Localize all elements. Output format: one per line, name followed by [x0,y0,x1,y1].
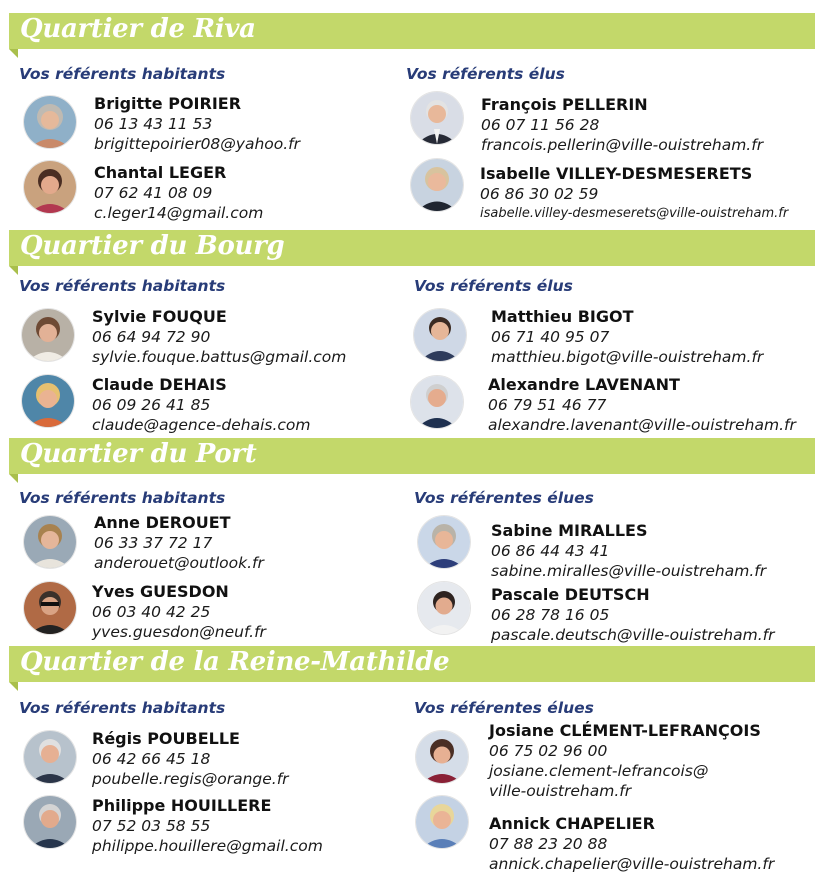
person-name: Yves GUESDON [92,582,229,601]
person-name: Claude DEHAIS [92,375,227,394]
section-banner-bourg [9,230,815,266]
person-email[interactable]: annick.chapelier@ville-ouistreham.fr [489,855,775,873]
avatar [414,309,466,361]
person-card [489,814,774,874]
section-banner-riva [9,13,815,49]
avatar [22,309,74,361]
avatar [24,796,76,848]
avatar [24,731,76,783]
person-phone: 06 71 40 95 07 [491,328,610,346]
person-email-continued[interactable]: ville-ouistreham.fr [489,782,632,800]
section-title: Quartier de la Reine-Mathilde [20,647,450,677]
person-email[interactable]: brigittepoirier08@yahoo.fr [94,135,301,153]
person-card [94,513,264,573]
person-name: Anne DEROUET [94,513,231,532]
person-name: Chantal LEGER [94,163,227,182]
person-phone: 06 03 40 42 25 [92,603,211,621]
avatar [24,582,76,634]
person-email[interactable]: isabelle.villey-desmeserets@ville-ouistreham.fr [480,206,789,221]
person-email[interactable]: sylvie.fouque.battus@gmail.com [92,348,347,366]
section-title: Quartier de Riva [20,14,256,44]
section-banner-reine-mathilde [9,646,815,682]
avatar [411,159,463,211]
person-email[interactable]: matthieu.bigot@ville-ouistreham.fr [491,348,764,366]
habitants-label: Vos référents habitants [19,489,226,507]
person-name: Annick CHAPELIER [489,814,655,833]
person-phone: 06 09 26 41 85 [92,396,211,414]
avatar [411,376,463,428]
person-phone: 06 86 30 02 59 [480,185,599,203]
person-name: François PELLERIN [481,95,648,114]
person-card [489,721,761,801]
person-card [491,521,766,581]
person-email[interactable]: sabine.miralles@ville-ouistreham.fr [491,562,767,580]
person-name: Sylvie FOUQUE [92,307,227,326]
person-phone: 07 52 03 58 55 [92,817,211,835]
person-name: Sabine MIRALLES [491,521,648,540]
section-banner-port [9,438,815,474]
person-email[interactable]: c.leger14@gmail.com [94,204,264,222]
avatar [22,375,74,427]
person-card [92,729,289,789]
habitants-label: Vos référents habitants [19,65,226,83]
person-card [480,164,788,224]
avatar [24,516,76,568]
habitants-label: Vos référents habitants [19,277,226,295]
avatar [24,161,76,213]
person-name: Pascale DEUTSCH [491,585,650,604]
avatar [416,796,468,848]
person-phone: 06 64 94 72 90 [92,328,211,346]
person-phone: 06 33 37 72 17 [94,534,213,552]
habitants-label: Vos référents habitants [19,699,226,717]
person-card [92,582,266,642]
person-card [94,163,263,223]
person-card [94,94,300,154]
avatar [418,582,470,634]
section-title: Quartier du Port [20,439,257,469]
avatar [416,731,468,783]
person-card [491,585,774,645]
avatar [24,96,76,148]
person-phone: 06 13 43 11 53 [94,115,213,133]
elus-label: Vos référents élus [414,277,573,295]
person-name: Brigitte POIRIER [94,94,242,113]
person-phone: 06 75 02 96 00 [489,742,608,760]
person-phone: 06 79 51 46 77 [488,396,607,414]
person-email[interactable]: claude@agence-dehais.com [92,416,311,434]
person-name: Alexandre LAVENANT [488,375,680,394]
person-phone: 06 07 11 56 28 [481,116,600,134]
person-name: Matthieu BIGOT [491,307,634,326]
person-email[interactable]: josiane.clement-lefrancois@ [489,762,709,780]
person-name: Régis POUBELLE [92,729,240,748]
person-phone: 07 88 23 20 88 [489,835,608,853]
elus-label: Vos référents élus [406,65,565,83]
person-email[interactable]: pascale.deutsch@ville-ouistreham.fr [491,626,775,644]
person-card [92,796,323,856]
section-title: Quartier du Bourg [20,231,285,261]
person-phone: 06 28 78 16 05 [491,606,610,624]
person-card [481,95,763,155]
person-name: Josiane CLÉMENT-LEFRANÇOIS [489,721,761,740]
person-email[interactable]: poubelle.regis@orange.fr [92,770,289,788]
avatar [418,516,470,568]
person-card [491,307,763,367]
person-name: Isabelle VILLEY-DESMESERETS [480,164,753,183]
person-phone: 06 86 44 43 41 [491,542,610,560]
person-card [92,307,346,367]
person-phone: 07 62 41 08 09 [94,184,213,202]
person-phone: 06 42 66 45 18 [92,750,211,768]
person-email[interactable]: yves.guesdon@neuf.fr [92,623,266,641]
avatar [411,92,463,144]
elus-label: Vos référentes élues [414,489,594,507]
person-email[interactable]: alexandre.lavenant@ville-ouistreham.fr [488,416,796,434]
person-card [92,375,310,435]
elus-label: Vos référentes élues [414,699,594,717]
person-email[interactable]: anderouet@outlook.fr [94,554,264,572]
person-name: Philippe HOUILLERE [92,796,272,815]
person-card [488,375,796,435]
person-email[interactable]: francois.pellerin@ville-ouistreham.fr [481,136,764,154]
person-email[interactable]: philippe.houillere@gmail.com [92,837,323,855]
